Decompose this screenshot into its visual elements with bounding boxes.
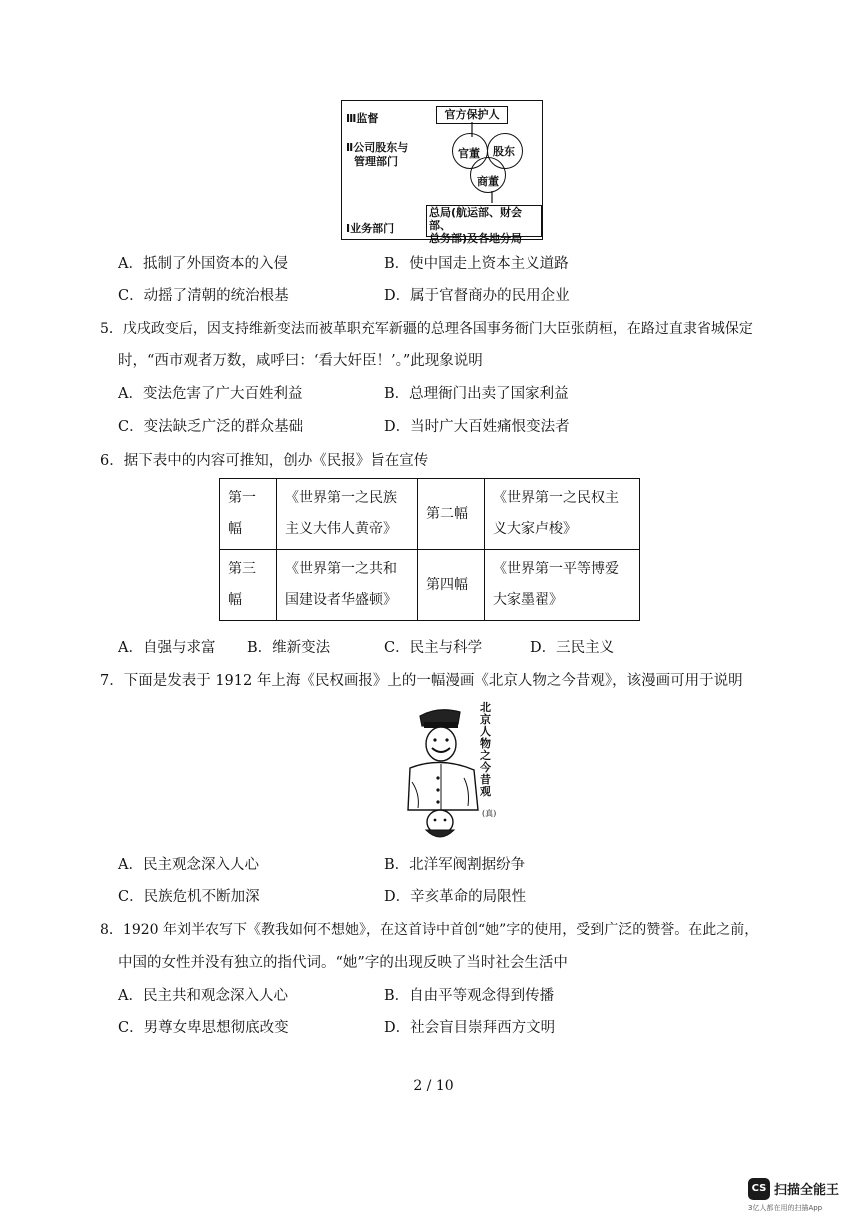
- q7-option-a: A．民主观念深入人心: [118, 857, 259, 873]
- q4-option-b: B．使中国走上资本主义道路: [384, 256, 569, 272]
- brand-name: 扫描全能王: [774, 1183, 840, 1198]
- q5-stem-line1: 5．戊戌政变后，因支持维新变法而被革职充军新疆的总理各国事务衙门大臣张荫桓，在路过直隶省城保定: [100, 321, 753, 337]
- diagram-level2-label-line2: 管理部门: [354, 155, 398, 168]
- table-cell: 《世界第一之民权主 义大家卢梭》: [485, 479, 640, 550]
- q5-option-c: C．变法缺乏广泛的群众基础: [118, 419, 304, 435]
- table-row: [220, 479, 640, 550]
- q6-stem: 6．据下表中的内容可推知，创办《民报》旨在宣传: [100, 453, 429, 469]
- q7-option-c: C．民族危机不断加深: [118, 889, 260, 905]
- q7-option-d: D．辛亥革命的局限性: [384, 889, 527, 905]
- table-row: [220, 550, 640, 621]
- page-number: 2 / 10: [413, 1078, 454, 1094]
- q8-option-b: B．自由平等观念得到传播: [384, 988, 555, 1004]
- brand-tagline: 3亿人都在用的扫描App: [748, 1204, 823, 1212]
- svg-text:(真): (真): [482, 809, 497, 818]
- org-diagram: [341, 100, 543, 245]
- cartoon-title: 北京人物之今昔观: [480, 701, 491, 798]
- q7-stem: 7．下面是发表于 1912 年上海《民权画报》上的一幅漫画《北京人物之今昔观》，该漫画可用于说明: [100, 673, 743, 689]
- q6-option-d: D．三民主义: [530, 640, 615, 656]
- q8-stem-line1: 8．1920 年刘半农写下《教我如何不想她》，在这首诗中首创“她”字的使用，受到广泛的赞誉。在此之前，: [100, 922, 759, 938]
- q4-option-d: D．属于官督商办的民用企业: [384, 288, 570, 304]
- q5-option-b: B．总理衙门出卖了国家利益: [384, 386, 569, 402]
- scanner-watermark: [748, 1176, 858, 1216]
- q6-option-c: C．民主与科学: [384, 640, 483, 656]
- diagram-level2-label-line1: Ⅱ公司股东与: [346, 141, 409, 154]
- table-cell: 《世界第一之民族 主义大伟人黄帝》: [277, 479, 418, 550]
- q8-option-d: D．社会盲目崇拜西方文明: [384, 1020, 556, 1036]
- diagram-merchant-label: 商董: [477, 175, 499, 188]
- diagram-level1-label: Ⅰ业务部门: [346, 222, 395, 235]
- q4-option-c: C．动摇了清朝的统治根基: [118, 288, 289, 304]
- q8-stem-line2: 中国的女性并没有独立的指代词。“她”字的出现反映了当时社会生活中: [118, 955, 568, 971]
- q5-stem-line2: 时，“西市观者万数，咸呼曰：‘看大奸臣！’。”此现象说明: [118, 353, 483, 369]
- diagram-official-label: 官董: [458, 147, 480, 160]
- q8-option-a: A．民主共和观念深入人心: [118, 988, 288, 1004]
- q5-option-a: A．变法危害了广大百姓利益: [118, 386, 303, 402]
- diagram-top-box: 官方保护人: [436, 106, 508, 124]
- diagram-shareholder-label: 股东: [493, 145, 515, 158]
- diagram-bottom-box: [426, 205, 542, 245]
- q7-option-b: B．北洋军阀割据纷争: [384, 857, 526, 873]
- q8-option-c: C．男尊女卑思想彻底改变: [118, 1020, 289, 1036]
- cartoon-illustration: [398, 698, 506, 846]
- q6-table: [219, 478, 640, 621]
- q6-option-a: A．自强与求富: [118, 640, 216, 656]
- table-cell: 第四幅: [418, 550, 485, 621]
- diagram-bottom-line2: 总务部)及各地分局: [429, 232, 523, 245]
- q6-option-b: B．维新变法: [247, 640, 331, 656]
- camscanner-logo-icon: CS: [748, 1178, 770, 1200]
- table-cell: 《世界第一之共和 国建设者华盛顿》: [277, 550, 418, 621]
- table-cell: 《世界第一平等博爱 大家墨翟》: [485, 550, 640, 621]
- q5-option-d: D．当时广大百姓痛恨变法者: [384, 419, 570, 435]
- q4-option-a: A．抵制了外国资本的入侵: [118, 256, 288, 272]
- table-cell: 第三 幅: [220, 550, 277, 621]
- diagram-level3-label: Ⅲ监督: [346, 112, 379, 125]
- table-cell: 第二幅: [418, 479, 485, 550]
- table-cell: 第一 幅: [220, 479, 277, 550]
- diagram-bottom-line1: 总局(航运部、财会部、: [429, 206, 523, 232]
